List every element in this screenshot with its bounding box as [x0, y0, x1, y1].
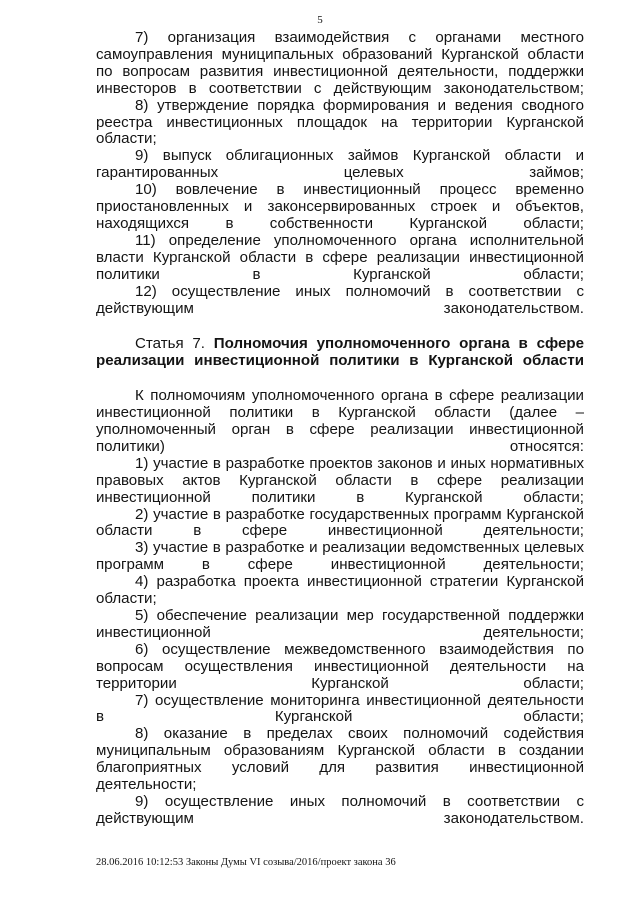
article-7-title-line-2: реализации инвестиционной политики в Курганской области — [96, 352, 584, 370]
document-body — [96, 30, 584, 828]
article-7-item-2: 2) участие в разработке государственных программ Курганской области в сфере инвестиционной деятельности; — [96, 505, 584, 540]
article-7-item-3: 3) участие в разработке и реализации ведомственных целевых программ в сфере инвестиционной деятельности; — [96, 539, 584, 574]
article-7-item-6: 6) осуществление межведомственного взаимодействия по вопросам осуществления инвестиционной деятельности на территории Курганской области; — [96, 640, 584, 692]
footer-document-stamp: 28.06.2016 10:12:53 Законы Думы VI созыва/2016/проект закона 36 — [96, 857, 396, 868]
article-7-heading — [96, 336, 584, 370]
list-item-12: 12) осуществление иных полномочий в соответствии с действующим законодательством. — [96, 282, 584, 317]
article-7-item-1: 1) участие в разработке проектов законов и иных нормативных правовых актов Курганской области в сфере реализации инвестиционной политики в Курганской области; — [96, 454, 584, 506]
article-7-item-7: 7) осуществление мониторинга инвестиционной деятельности в Курганской области; — [96, 691, 584, 726]
article-7-intro: К полномочиям уполномоченного органа в сфере реализации инвестиционной политики в Курганской области (далее – уполномоченный орган в сфере реализации инвестиционной политики) относятся: — [96, 387, 584, 455]
list-item-7: 7) организация взаимодействия с органами местного самоуправления муниципальных образований Курганской области по вопросам развития инвестиционной деятельности, поддержки инвесторов в соответствии с действующим законодательством; — [96, 29, 584, 97]
article-7-item-9: 9) осуществление иных полномочий в соответствии с действующим законодательством. — [96, 792, 584, 827]
list-item-9: 9) выпуск облигационных займов Курганской области и гарантированных целевых займов; — [96, 147, 584, 182]
list-item-10: 10) вовлечение в инвестиционный процесс временно приостановленных и законсервированных строек и объектов, находящихся в собственности Курганской области; — [96, 181, 584, 232]
list-item-8: 8) утверждение порядка формирования и ведения сводного реестра инвестиционных площадок на территории Курганской области; — [96, 96, 584, 148]
article-7-item-8: 8) оказание в пределах своих полномочий содействия муниципальным образованиям Курганской области в создании благоприятных условий для развития инвестиционной деятельности; — [96, 725, 584, 794]
article-7-title-line-1: Полномочия уполномоченного органа в сфере — [213, 335, 584, 353]
article-7-item-4: 4) разработка проекта инвестиционной стратегии Курганской области; — [96, 573, 584, 608]
article-7-item-5: 5) обеспечение реализации мер государственной поддержки инвестиционной деятельности; — [96, 607, 584, 641]
list-item-11: 11) определение уполномоченного органа исполнительной власти Курганской области в сфере реализации инвестиционной политики в Курганской области; — [96, 231, 584, 283]
article-7-label: Статья 7. — [135, 335, 205, 353]
page-number: 5 — [317, 14, 323, 26]
